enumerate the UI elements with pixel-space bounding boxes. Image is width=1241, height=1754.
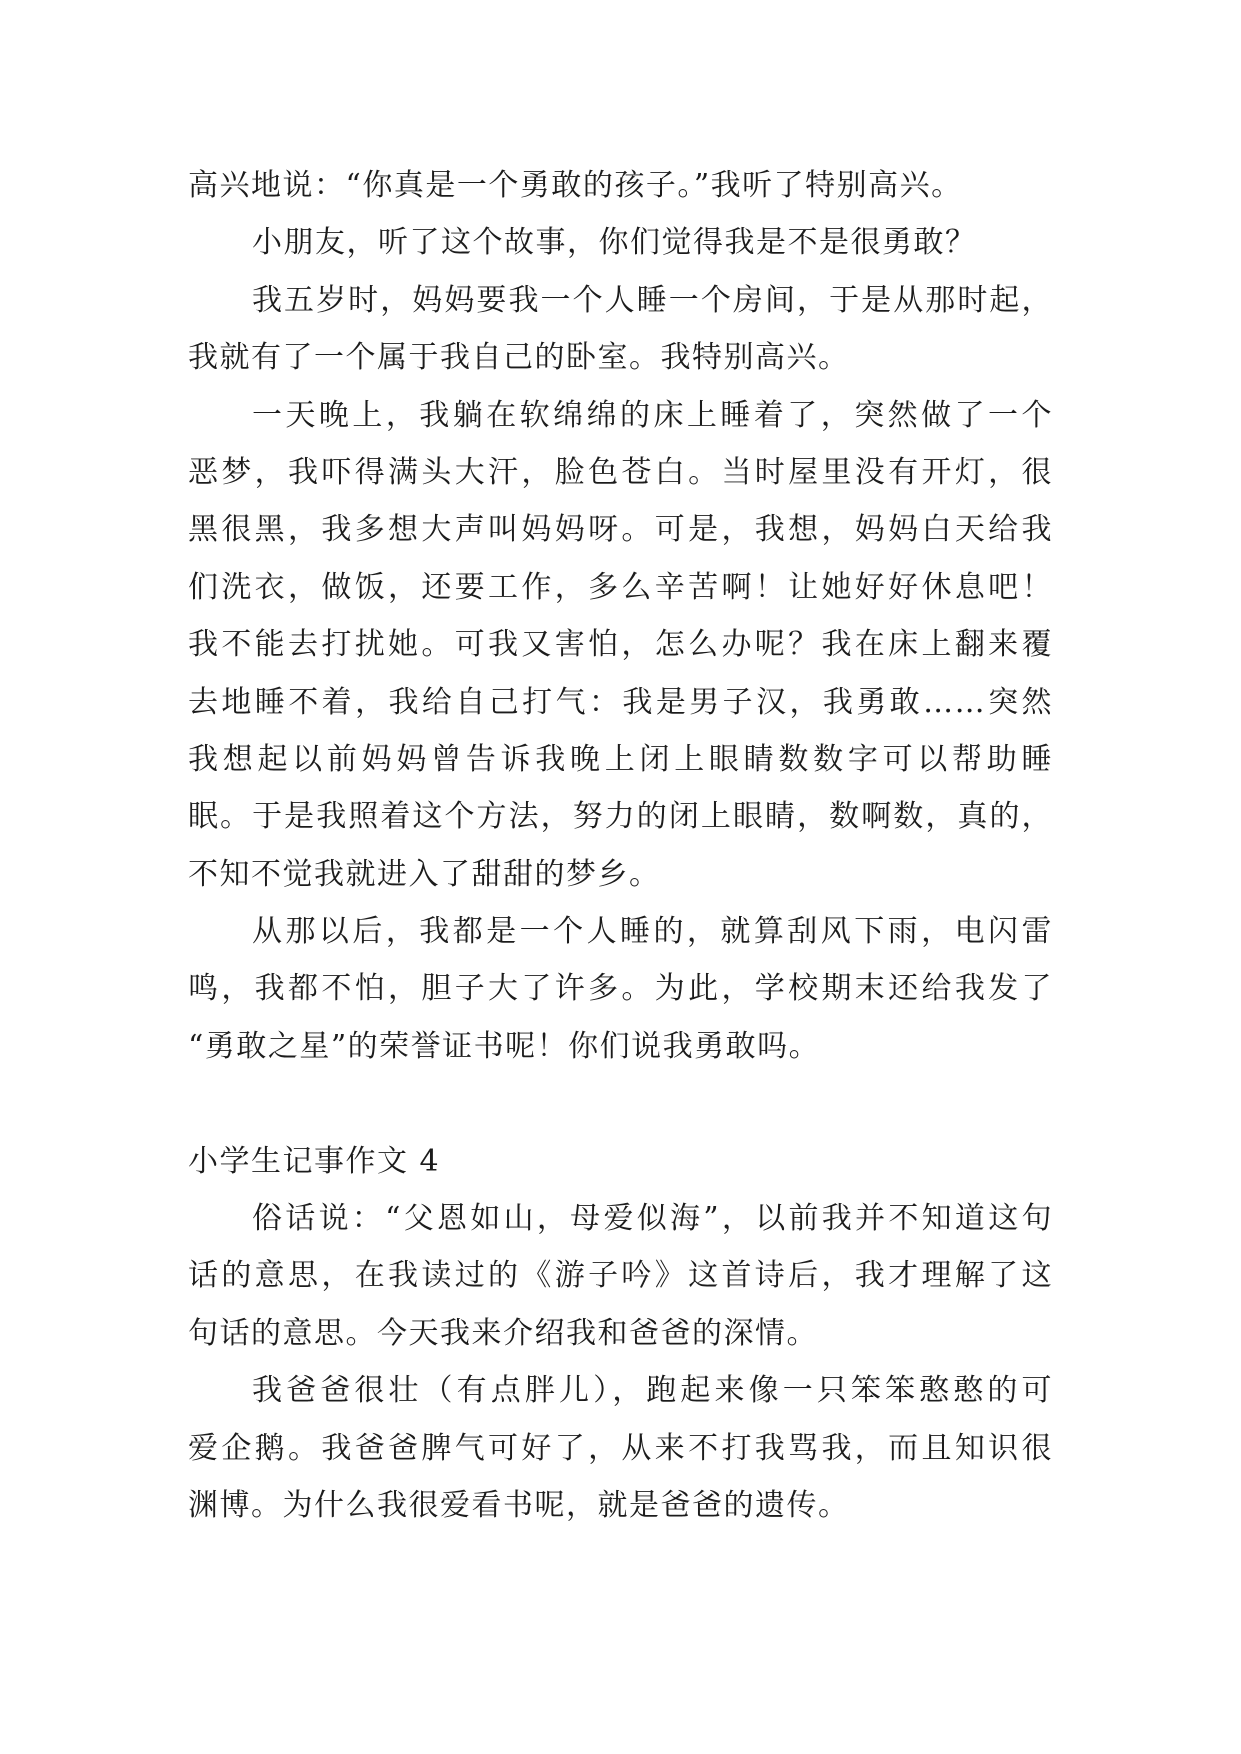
paragraph	[188, 157, 1053, 214]
text-line: 我爸爸很壮（有点胖儿），跑起来像一只笨笨憨憨的可	[252, 1373, 1053, 1409]
text-line: 高兴地说：“你真是一个勇敢的孩子。”我听了特别高兴。	[188, 168, 963, 203]
text-line: 眠。于是我照着这个方法，努力的闭上眼睛，数啊数，真的，	[188, 799, 1053, 835]
paragraph	[188, 214, 1053, 271]
text-line: 恶梦，我吓得满头大汗，脸色苍白。当时屋里没有开灯，很	[188, 454, 1053, 490]
text-line: 我想起以前妈妈曾告诉我晚上闭上眼睛数数字可以帮助睡	[188, 741, 1053, 777]
text-line: 黑很黑，我多想大声叫妈妈呀。可是，我想，妈妈白天给我	[188, 512, 1053, 548]
paragraph	[188, 387, 1053, 904]
text-line: “勇敢之星”的荣誉证书呢！你们说我勇敢吗。	[188, 1028, 821, 1064]
text-line: 俗话说：“父恩如山，母爱似海”，以前我并不知道这句	[252, 1201, 1053, 1237]
text-line: 爱企鹅。我爸爸脾气可好了，从来不打我骂我，而且知识很	[188, 1430, 1053, 1466]
paragraph	[188, 1190, 1053, 1362]
paragraph	[188, 1362, 1053, 1534]
text-line: 渊博。为什么我很爱看书呢，就是爸爸的遗传。	[188, 1487, 850, 1523]
text-line: 从那以后，我都是一个人睡的，就算刮风下雨，电闪雷	[252, 914, 1053, 950]
blank-line	[188, 1075, 1053, 1132]
paragraph	[188, 272, 1053, 387]
text-line: 去地睡不着，我给自己打气：我是男子汉，我勇敢……突然	[188, 684, 1053, 720]
document-body	[188, 157, 1053, 1534]
paragraph	[188, 903, 1053, 1075]
text-line: 一天晚上，我躺在软绵绵的床上睡着了，突然做了一个	[252, 397, 1053, 433]
text-line: 话的意思，在我读过的《游子吟》这首诗后，我才理解了这	[188, 1258, 1053, 1294]
text-line: 我就有了一个属于我自己的卧室。我特别高兴。	[188, 340, 850, 376]
text-line: 鸣，我都不怕，胆子大了许多。为此，学校期末还给我发了	[188, 971, 1053, 1007]
text-line: 小朋友，听了这个故事，你们觉得我是不是很勇敢？	[252, 225, 977, 261]
text-line: 句话的意思。今天我来介绍我和爸爸的深情。	[188, 1315, 818, 1351]
text-line: 我五岁时，妈妈要我一个人睡一个房间，于是从那时起，	[252, 282, 1053, 318]
section-heading: 小学生记事作文 4	[188, 1143, 441, 1179]
text-line: 不知不觉我就进入了甜甜的梦乡。	[188, 856, 661, 892]
text-line: 我不能去打扰她。可我又害怕，怎么办呢？我在床上翻来覆	[188, 627, 1053, 663]
text-line: 们洗衣，做饭，还要工作，多么辛苦啊！让她好好休息吧！	[188, 569, 1053, 605]
